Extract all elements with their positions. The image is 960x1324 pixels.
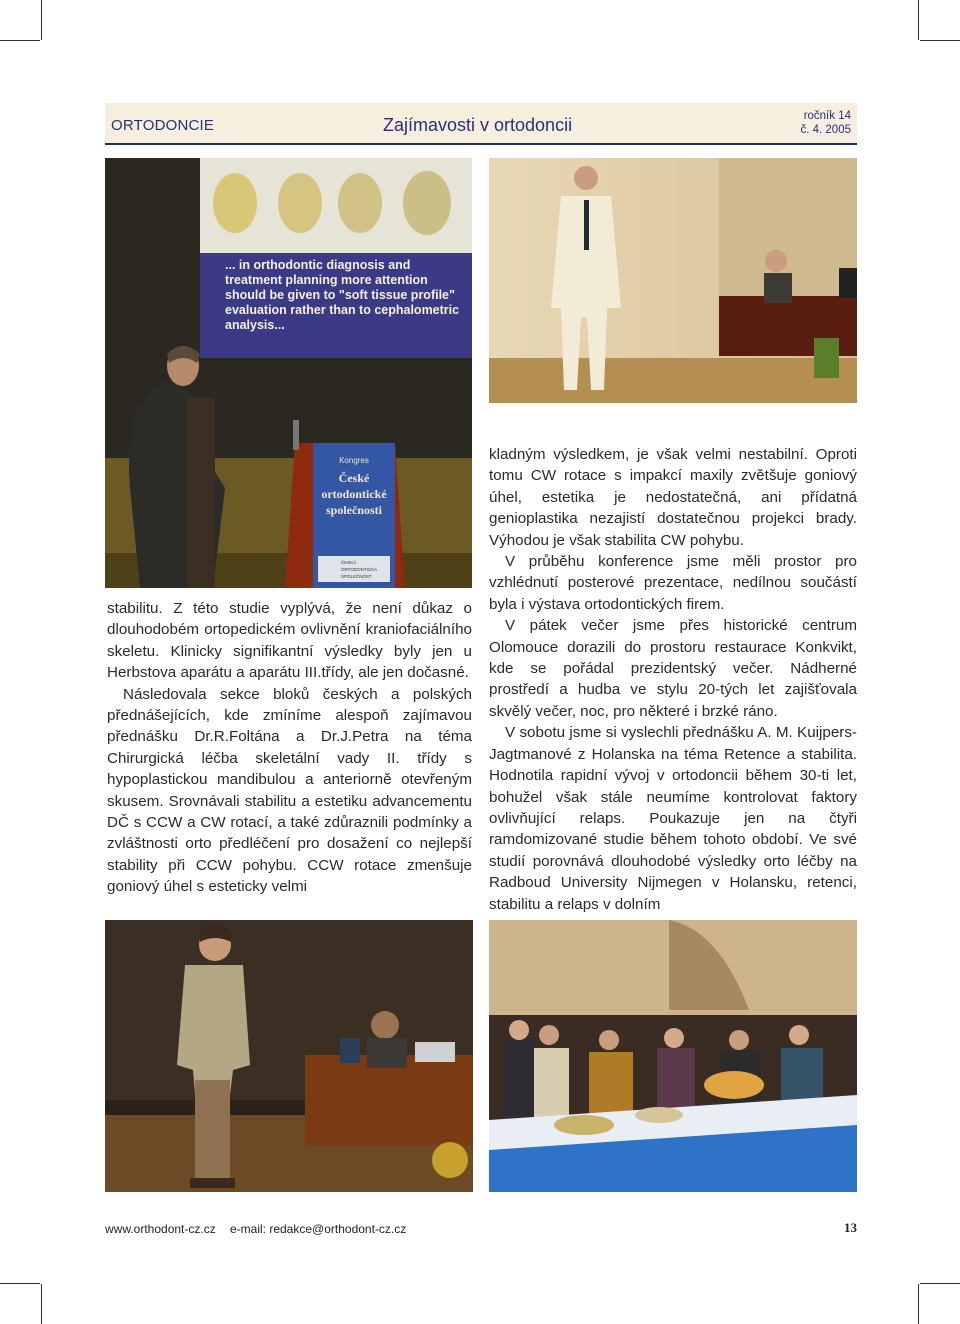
left-paragraph: stabilitu. Z této studie vyplývá, že není důkaz o dlouhodobém ortopedickém ovlivnění kraniofaciálního skeletu. Klinicky signifikantní výsledky byly jen u Herbstova aparátu a aparátu III.třídy, ale jen dočasné.: [107, 600, 472, 682]
page-header: [105, 103, 857, 145]
issue-label: č. 4. 2005: [800, 124, 851, 136]
banner-line-1: České: [338, 471, 370, 485]
banner-logo-2: ORTODONTICKÁ: [341, 567, 378, 572]
section-label: ORTODONCIE: [111, 117, 215, 134]
crop-mark: [920, 1283, 960, 1284]
left-column: [107, 598, 472, 898]
photo-lecturer-slide: [105, 158, 472, 588]
right-paragraph: V průběhu konference jsme měli prostor pro vzhlédnutí posterové prezentace, nedílnou součástí byla i výstava ortodontických firem.: [489, 553, 857, 613]
crop-mark: [918, 1284, 919, 1324]
crop-mark: [918, 0, 919, 40]
volume-label: ročník 14: [803, 110, 851, 122]
crop-mark: [0, 40, 40, 41]
crop-mark: [920, 40, 960, 41]
right-paragraph: kladným výsledkem, je však velmi nestabilní. Oproti tomu CW rotace s impakcí maxily zvětšuje goniový úhel, estetika je nedostatečná, ani přídatná genioplastika nezajistí dostatečnou projekci brady. Výhodou je však stabilita CW pohybu.: [489, 446, 857, 549]
crop-mark: [0, 1283, 40, 1284]
photo-banquet: [489, 920, 857, 1192]
footer-website[interactable]: www.orthodont-cz.cz: [105, 1222, 216, 1236]
photo-speaker-white-suit: [489, 158, 857, 403]
right-column: [489, 444, 857, 915]
banner-top: Kongres: [339, 456, 369, 465]
page-title: Zajímavosti v ortodoncii: [383, 115, 573, 135]
crop-mark: [41, 1284, 42, 1324]
issue-info: [800, 109, 851, 137]
slide-text: ... in orthodontic diagnosis and treatment planning more attention should be given to "soft tissue profile" evaluation rather than to cephalometric analysis...: [225, 258, 460, 332]
banner-logo-1: ČESKÁ: [341, 560, 357, 565]
right-paragraph: V sobotu jsme si vyslechli přednášku A. M. Kuijpers-Jagtmanové z Holanska na téma Retence a stabilita. Hodnotila rapidní vývoj v ortodoncii během 30-ti let, bohužel však stále neumíme kontrolovat faktory ovlivňující relaps. Poukazuje jen na čtyři ramdomizované studie během tohoto období. Ve své studií porovnává dlouhodobé výsledky orto léčby na Radboud University Nijmegen v Holansku, retenci, stabilitu a relaps v dolním: [489, 724, 857, 913]
crop-mark: [41, 0, 42, 40]
right-paragraph: V pátek večer jsme přes historické centrum Olomouce dorazili do prostoru restaurace Konkvikt, kde se pořádal prezidentský večer. Nádherné prostředí a hudba ve stylu 20-tých let zajišťovala skvělý večer, noc, pro některé i brzké ráno.: [489, 617, 857, 720]
page-number: 13: [844, 1220, 857, 1235]
banner-line-3: společnosti: [325, 503, 383, 517]
left-paragraph: Následovala sekce bloků českých a polských přednášejících, kde zmíníme alespoň zajímavou přednášku Dr.R.Foltána a Dr.J.Petra na téma Chirurgická léčba skeletální vady II. třídy s hypoplastickou mandibulou a anteriorně otevřeným skusem. Srovnávali stabilitu a estetiku advancementu DČ s CCW a CW rotací, a také zdůraznili podmínky a zvláštnosti orto předléčení pro dosažení co nejlepší stability při CCW pohybu. CCW rotace zmenšuje goniový úhel s esteticky velmi: [107, 685, 472, 896]
footer-email[interactable]: e-mail: redakce@orthodont-cz.cz: [230, 1222, 407, 1236]
banner-logo-3: SPOLEČNOST: [341, 574, 372, 579]
banner-line-2: ortodontické: [321, 487, 387, 501]
photo-lecturer-woman: [105, 920, 473, 1192]
